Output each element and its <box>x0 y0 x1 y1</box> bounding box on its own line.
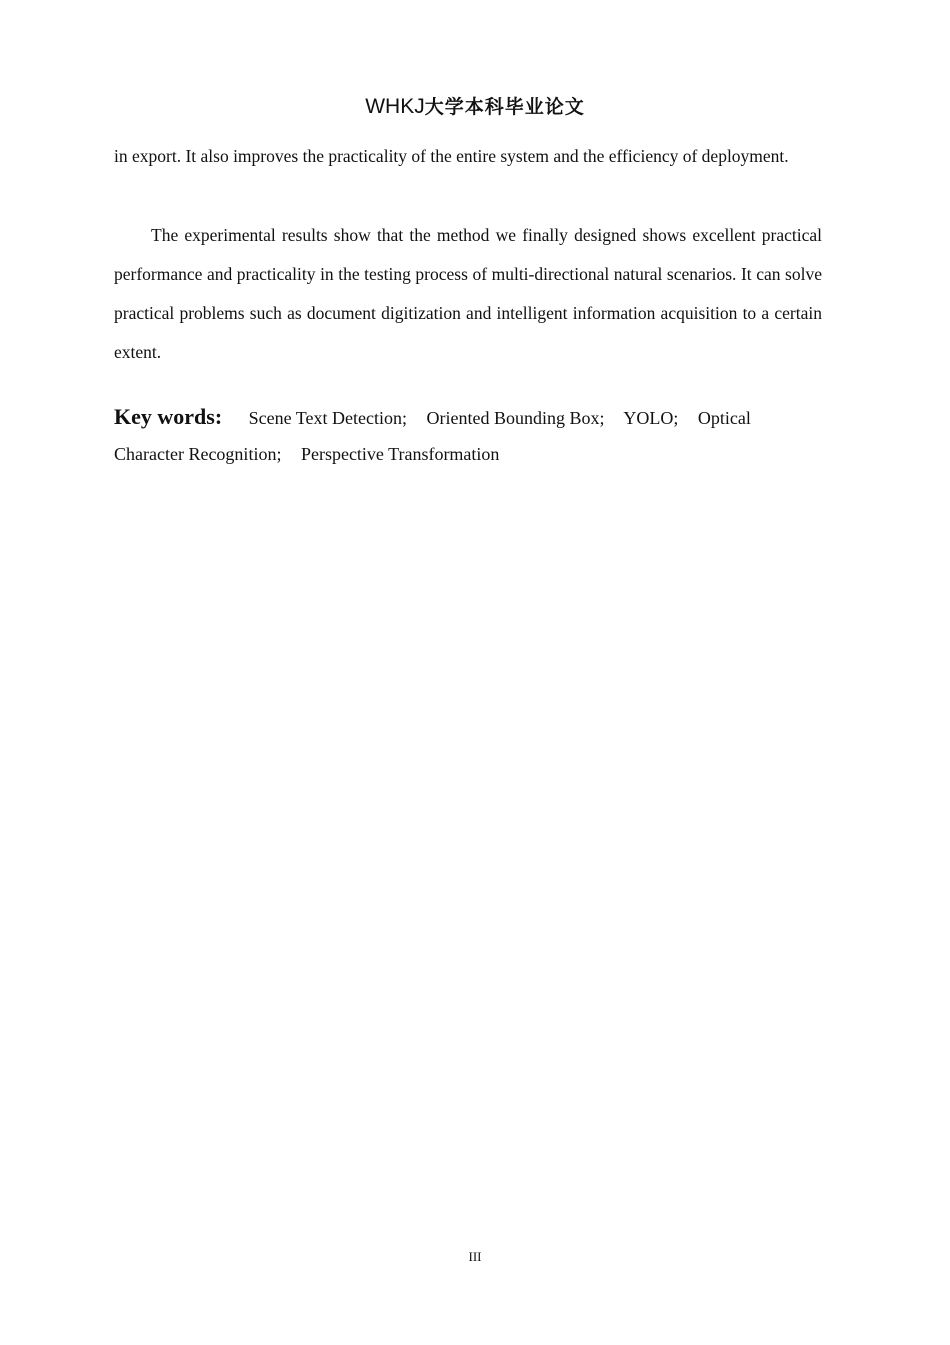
keyword-item: Oriented Bounding Box; <box>426 408 605 428</box>
page-number: III <box>468 1249 482 1264</box>
keyword-item: Optical Character Recognition; <box>114 408 751 464</box>
keywords-label: Key words: <box>114 404 223 429</box>
keywords-section <box>114 399 822 472</box>
keyword-item: YOLO; <box>623 408 679 428</box>
body-paragraph: in export. It also improves the practicality of the entire system and the efficiency of deployment. <box>114 146 789 166</box>
body-paragraph: The experimental results show that the method we finally designed shows excellent practical performance and practicality in the testing process of multi-directional natural scenarios. It can solve practical problems such as document digitization and intelligent information acquisition to a certain extent. <box>114 225 822 362</box>
keyword-item: Scene Text Detection; <box>248 408 408 428</box>
keyword-item: Perspective Transformation <box>300 444 500 464</box>
page-header <box>0 94 950 120</box>
header-university-code: WHKJ <box>365 95 425 118</box>
header-thesis-title: 大学本科毕业论文 <box>424 96 585 118</box>
